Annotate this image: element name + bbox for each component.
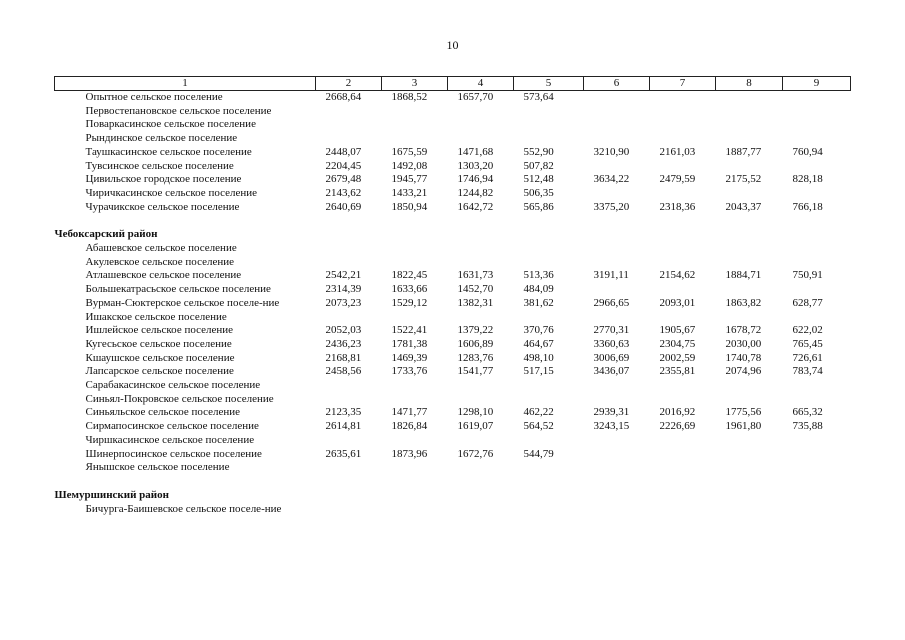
district-name: Шемуршинский район	[54, 488, 169, 501]
value-cell-col6: 3243,15	[593, 420, 630, 433]
value-cell-col8: 1887,77	[725, 145, 762, 158]
value-cell-col8: 1884,71	[725, 269, 762, 282]
value-cell-col6: 2966,65	[593, 296, 630, 309]
value-cell-col5	[514, 379, 584, 393]
value-cell-col8	[716, 379, 783, 393]
value-cell-col9: 760,94	[792, 145, 823, 158]
value-cell-col4	[448, 132, 514, 146]
value-cell-col2: 2668,64	[325, 91, 362, 103]
value-cell-col8: 1863,82	[725, 296, 762, 309]
value-cell-col3	[382, 379, 448, 393]
value-cell-col9	[783, 242, 851, 256]
value-cell-col6: 3634,22	[593, 173, 630, 186]
settlement-name: Опытное сельское поселение	[85, 91, 223, 103]
table-row	[55, 173, 851, 187]
value-cell-col9: 665,32	[792, 406, 823, 419]
value-cell-col7	[650, 187, 716, 201]
value-cell-col2	[316, 256, 382, 270]
value-cell-col2: 2436,23	[325, 337, 362, 350]
value-cell-col2	[316, 118, 382, 132]
value-cell-col6	[584, 91, 650, 105]
value-cell-col9	[783, 132, 851, 146]
value-cell-col2: 2542,21	[325, 269, 362, 282]
value-cell-col2: 2448,07	[325, 145, 362, 158]
value-cell-col7	[650, 283, 716, 297]
value-cell-col7: 2304,75	[659, 337, 696, 350]
value-cell-col8	[716, 393, 783, 407]
settlement-name: Атлашевское сельское поселение	[85, 269, 242, 282]
settlement-name: Тувсинское сельское поселение	[85, 159, 234, 172]
spacer-cell	[55, 214, 851, 228]
value-cell-col3	[382, 311, 448, 325]
value-cell-col5	[514, 242, 584, 256]
value-cell-col6	[584, 160, 650, 174]
value-cell-col5	[514, 393, 584, 407]
value-cell-col7	[650, 105, 716, 119]
value-cell-col6	[584, 461, 650, 475]
value-cell-col4	[448, 434, 514, 448]
value-cell-col5: 544,79	[523, 447, 554, 460]
value-cell-col3	[382, 503, 448, 517]
value-cell-col3	[382, 118, 448, 132]
settlement-name: Сарабакасинское сельское поселение	[85, 379, 261, 392]
value-cell-col8	[716, 434, 783, 448]
value-cell-col5	[514, 118, 584, 132]
value-cell-col2: 2640,69	[325, 200, 362, 213]
column-header: 8	[716, 77, 783, 91]
value-cell-col3	[382, 105, 448, 119]
value-cell-col6: 3210,90	[593, 145, 630, 158]
value-cell-col6: 2770,31	[593, 324, 630, 337]
value-cell-col8	[716, 160, 783, 174]
value-cell-col2	[316, 242, 382, 256]
value-cell-col5: 498,10	[523, 351, 554, 364]
table-row	[55, 338, 851, 352]
value-cell-col7: 2226,69	[659, 420, 696, 433]
value-cell-col6	[584, 187, 650, 201]
value-cell-col4: 1631,73	[457, 269, 494, 282]
value-cell-col3	[382, 393, 448, 407]
table-row	[55, 297, 851, 311]
value-cell-col6	[584, 434, 650, 448]
table-row	[55, 420, 851, 434]
value-cell-col3: 1781,38	[391, 337, 428, 350]
value-cell-col4	[448, 118, 514, 132]
value-cell-col6: 2939,31	[593, 406, 630, 419]
value-cell-col3	[382, 461, 448, 475]
value-cell-col9	[783, 187, 851, 201]
value-cell-col3: 1945,77	[391, 173, 428, 186]
table-row	[55, 201, 851, 215]
table-row	[55, 406, 851, 420]
column-header: 5	[514, 77, 584, 91]
table-row	[55, 269, 851, 283]
value-cell-col4: 1619,07	[457, 420, 494, 433]
value-cell-col8	[716, 283, 783, 297]
value-cell-col8	[716, 256, 783, 270]
value-cell-col4	[448, 379, 514, 393]
value-cell-col3	[382, 242, 448, 256]
value-cell-col3	[382, 434, 448, 448]
column-header: 6	[584, 77, 650, 91]
value-cell-col4: 1471,68	[457, 145, 494, 158]
value-cell-col7	[650, 448, 716, 462]
value-cell-col3: 1529,12	[391, 296, 428, 309]
value-cell-col8: 2074,96	[725, 365, 762, 378]
value-cell-col4: 1303,20	[457, 159, 494, 172]
value-cell-col4: 1672,76	[457, 447, 494, 460]
value-cell-col6	[584, 283, 650, 297]
value-cell-col9	[783, 379, 851, 393]
value-cell-col7: 2479,59	[659, 173, 696, 186]
table-row	[55, 91, 851, 105]
value-cell-col4: 1244,82	[457, 186, 494, 199]
value-cell-col6: 3360,63	[593, 337, 630, 350]
value-cell-col4: 1606,89	[457, 337, 494, 350]
value-cell-col7	[650, 242, 716, 256]
value-cell-col6	[584, 242, 650, 256]
value-cell-col2: 2073,23	[325, 296, 362, 309]
value-cell-col5: 573,64	[523, 91, 554, 103]
value-cell-col8: 2030,00	[725, 337, 762, 350]
column-header: 9	[783, 77, 851, 91]
district-row	[55, 489, 851, 503]
settlement-name: Лапсарское сельское поселение	[85, 365, 234, 378]
value-cell-col7	[650, 91, 716, 105]
settlement-name: Поваркасинское сельское поселение	[85, 118, 256, 131]
value-cell-col2	[316, 461, 382, 475]
value-cell-col8: 2175,52	[725, 173, 762, 186]
value-cell-col9	[783, 160, 851, 174]
value-cell-col5	[514, 132, 584, 146]
value-cell-col7: 2154,62	[659, 269, 696, 282]
value-cell-col5	[514, 256, 584, 270]
value-cell-col3: 1873,96	[391, 447, 428, 460]
value-cell-col4	[448, 256, 514, 270]
value-cell-col2: 2614,81	[325, 420, 362, 433]
settlement-name: Чиричкасинское сельское поселение	[85, 186, 258, 199]
value-cell-col9	[783, 503, 851, 517]
value-cell-col4: 1541,77	[457, 365, 494, 378]
value-cell-col5: 462,22	[523, 406, 554, 419]
settlement-name: Сирмапосинское сельское поселение	[85, 420, 259, 433]
table-row	[55, 242, 851, 256]
value-cell-col2	[316, 379, 382, 393]
value-cell-col6: 3436,07	[593, 365, 630, 378]
value-cell-col8	[716, 448, 783, 462]
value-cell-col6	[584, 105, 650, 119]
value-cell-col2: 2679,48	[325, 173, 362, 186]
value-cell-col3: 1826,84	[391, 420, 428, 433]
value-cell-col7	[650, 379, 716, 393]
table-row	[55, 283, 851, 297]
column-header: 3	[382, 77, 448, 91]
value-cell-col3	[382, 256, 448, 270]
column-header: 7	[650, 77, 716, 91]
settlement-name: Вурман-Сюктерское сельское поселе-ние	[85, 296, 280, 309]
value-cell-col3: 1433,21	[391, 186, 428, 199]
value-cell-col3: 1522,41	[391, 324, 428, 337]
value-cell-col6	[584, 311, 650, 325]
value-cell-col6	[584, 448, 650, 462]
value-cell-col9	[783, 283, 851, 297]
value-cell-col4	[448, 311, 514, 325]
value-cell-col4	[448, 503, 514, 517]
value-cell-col6: 3375,20	[593, 200, 630, 213]
value-cell-col4	[448, 242, 514, 256]
value-cell-col6	[584, 132, 650, 146]
table-row	[55, 461, 851, 475]
value-cell-col8	[716, 118, 783, 132]
value-cell-col9: 622,02	[792, 324, 823, 337]
district-name: Чебоксарский район	[54, 228, 158, 241]
value-cell-col5: 513,36	[523, 269, 554, 282]
value-cell-col2: 2123,35	[325, 406, 362, 419]
column-header: 2	[316, 77, 382, 91]
value-cell-col7	[650, 256, 716, 270]
value-cell-col5	[514, 434, 584, 448]
value-cell-col2	[316, 393, 382, 407]
header-row	[55, 77, 851, 91]
value-cell-col6	[584, 256, 650, 270]
value-cell-col4: 1382,31	[457, 296, 494, 309]
settlement-name: Чиршкасинское сельское поселение	[85, 433, 255, 446]
value-cell-col2: 2635,61	[325, 447, 362, 460]
table-row	[55, 105, 851, 119]
value-cell-col9: 750,91	[792, 269, 823, 282]
settlement-name: Бичурга-Баишевское сельское поселе-ние	[85, 502, 282, 515]
value-cell-col7	[650, 393, 716, 407]
value-cell-col9: 628,77	[792, 296, 823, 309]
table-row	[55, 160, 851, 174]
value-cell-col2	[316, 503, 382, 517]
settlement-name: Ишлейское сельское поселение	[85, 324, 234, 337]
table-row	[55, 187, 851, 201]
spacer-cell	[55, 475, 851, 489]
settlement-name: Синьял-Покровское сельское поселение	[85, 392, 274, 405]
value-cell-col3: 1868,52	[391, 91, 428, 103]
value-cell-col3: 1633,66	[391, 283, 428, 296]
value-cell-col6: 3006,69	[593, 351, 630, 364]
value-cell-col7	[650, 132, 716, 146]
value-cell-col7: 2016,92	[659, 406, 696, 419]
value-cell-col9	[783, 118, 851, 132]
settlement-name: Шинерпосинское сельское поселение	[85, 447, 262, 460]
table-row	[55, 311, 851, 325]
value-cell-col2	[316, 434, 382, 448]
value-cell-col7	[650, 160, 716, 174]
value-cell-col7	[650, 118, 716, 132]
value-cell-col5: 464,67	[523, 337, 554, 350]
settlement-name: Цивильское городское поселение	[85, 173, 242, 186]
spacer-row	[55, 475, 851, 489]
value-cell-col9	[783, 393, 851, 407]
value-cell-col8: 1775,56	[725, 406, 762, 419]
value-cell-col7: 2355,81	[659, 365, 696, 378]
settlement-name: Ишакское сельское поселение	[85, 310, 227, 323]
table-row	[55, 393, 851, 407]
value-cell-col5: 484,09	[523, 283, 554, 296]
settlement-name: Кугесьское сельское поселение	[85, 337, 232, 350]
value-cell-col4: 1283,76	[457, 351, 494, 364]
value-cell-col4: 1379,22	[457, 324, 494, 337]
settlement-name: Янышское сельское поселение	[85, 461, 230, 474]
table-row	[55, 118, 851, 132]
value-cell-col8: 1961,80	[725, 420, 762, 433]
table-row	[55, 434, 851, 448]
value-cell-col3: 1675,59	[391, 145, 428, 158]
settlement-name: Акулевское сельское поселение	[85, 255, 235, 268]
value-cell-col4: 1452,70	[457, 283, 494, 296]
district-row	[55, 228, 851, 242]
value-cell-col7	[650, 461, 716, 475]
value-cell-col4	[448, 461, 514, 475]
page-number: 10	[446, 38, 459, 52]
value-cell-col8: 1678,72	[725, 324, 762, 337]
value-cell-col8	[716, 105, 783, 119]
value-cell-col5: 381,62	[523, 296, 554, 309]
value-cell-col7	[650, 311, 716, 325]
table-row	[55, 352, 851, 366]
value-cell-col8	[716, 311, 783, 325]
value-cell-col3: 1822,45	[391, 269, 428, 282]
value-cell-col9	[783, 91, 851, 105]
table-row	[55, 365, 851, 379]
table-body	[55, 91, 851, 517]
value-cell-col3: 1469,39	[391, 351, 428, 364]
table-row	[55, 379, 851, 393]
value-cell-col9: 766,18	[792, 200, 823, 213]
value-cell-col6	[584, 503, 650, 517]
value-cell-col8	[716, 187, 783, 201]
table-row	[55, 132, 851, 146]
value-cell-col2: 2204,45	[325, 159, 362, 172]
settlement-name: Рындинское сельское поселение	[85, 132, 238, 145]
value-cell-col7: 2161,03	[659, 145, 696, 158]
value-cell-col2: 2458,56	[325, 365, 362, 378]
value-cell-col2: 2314,39	[325, 283, 362, 296]
value-cell-col9	[783, 256, 851, 270]
value-cell-col5: 370,76	[523, 324, 554, 337]
value-cell-col3	[382, 132, 448, 146]
value-cell-col2: 2052,03	[325, 324, 362, 337]
value-cell-col9	[783, 105, 851, 119]
value-cell-col8: 2043,37	[725, 200, 762, 213]
value-cell-col3: 1471,77	[391, 406, 428, 419]
value-cell-col2	[316, 132, 382, 146]
value-cell-col5	[514, 503, 584, 517]
value-cell-col5: 517,15	[523, 365, 554, 378]
settlement-name: Первостепановское сельское поселение	[85, 104, 272, 117]
value-cell-col4: 1746,94	[457, 173, 494, 186]
value-cell-col5: 565,86	[523, 200, 554, 213]
value-cell-col4	[448, 393, 514, 407]
value-cell-col7: 2093,01	[659, 296, 696, 309]
value-cell-col8	[716, 461, 783, 475]
table-row	[55, 256, 851, 270]
table-row	[55, 448, 851, 462]
data-table	[54, 76, 851, 516]
value-cell-col7	[650, 434, 716, 448]
value-cell-col2: 2168,81	[325, 351, 362, 364]
value-cell-col9	[783, 448, 851, 462]
value-cell-col2	[316, 311, 382, 325]
settlement-name: Абашевское сельское поселение	[85, 242, 237, 255]
column-header: 4	[448, 77, 514, 91]
value-cell-col9	[783, 311, 851, 325]
value-cell-col6	[584, 118, 650, 132]
column-header: 1	[55, 77, 316, 91]
value-cell-col7: 2318,36	[659, 200, 696, 213]
table-row	[55, 503, 851, 517]
value-cell-col3: 1733,76	[391, 365, 428, 378]
value-cell-col6	[584, 379, 650, 393]
settlement-name: Большекатрасьское сельское поселение	[85, 283, 271, 296]
value-cell-col8	[716, 242, 783, 256]
table-row	[55, 324, 851, 338]
value-cell-col5	[514, 105, 584, 119]
value-cell-col5: 564,52	[523, 420, 554, 433]
value-cell-col6: 3191,11	[593, 269, 629, 282]
value-cell-col4: 1642,72	[457, 200, 494, 213]
value-cell-col9: 765,45	[792, 337, 823, 350]
value-cell-col8: 1740,78	[725, 351, 762, 364]
value-cell-col9: 828,18	[792, 173, 823, 186]
table-row	[55, 146, 851, 160]
value-cell-col3: 1492,08	[391, 159, 428, 172]
settlement-name: Синьяльское сельское поселение	[85, 406, 241, 419]
value-cell-col5: 506,35	[523, 186, 554, 199]
value-cell-col9: 726,61	[792, 351, 823, 364]
value-cell-col9: 735,88	[792, 420, 823, 433]
value-cell-col5: 552,90	[523, 145, 554, 158]
value-cell-col5: 512,48	[523, 173, 554, 186]
settlement-name: Таушкасинское сельское поселение	[85, 145, 252, 158]
value-cell-col9	[783, 434, 851, 448]
value-cell-col9	[783, 461, 851, 475]
value-cell-col8	[716, 91, 783, 105]
spacer-row	[55, 214, 851, 228]
settlement-name: Кшаушское сельское поселение	[85, 351, 235, 364]
value-cell-col4: 1298,10	[457, 406, 494, 419]
value-cell-col6	[584, 393, 650, 407]
value-cell-col7	[650, 503, 716, 517]
settlement-name: Чурачикское сельское поселение	[85, 200, 240, 213]
value-cell-col2	[316, 105, 382, 119]
value-cell-col3: 1850,94	[391, 200, 428, 213]
value-cell-col5: 507,82	[523, 159, 554, 172]
value-cell-col9: 783,74	[792, 365, 823, 378]
value-cell-col4	[448, 105, 514, 119]
value-cell-col7: 1905,67	[659, 324, 696, 337]
value-cell-col8	[716, 132, 783, 146]
value-cell-col7: 2002,59	[659, 351, 696, 364]
value-cell-col5	[514, 311, 584, 325]
value-cell-col5	[514, 461, 584, 475]
value-cell-col2: 2143,62	[325, 186, 362, 199]
value-cell-col8	[716, 503, 783, 517]
value-cell-col4: 1657,70	[457, 91, 494, 103]
